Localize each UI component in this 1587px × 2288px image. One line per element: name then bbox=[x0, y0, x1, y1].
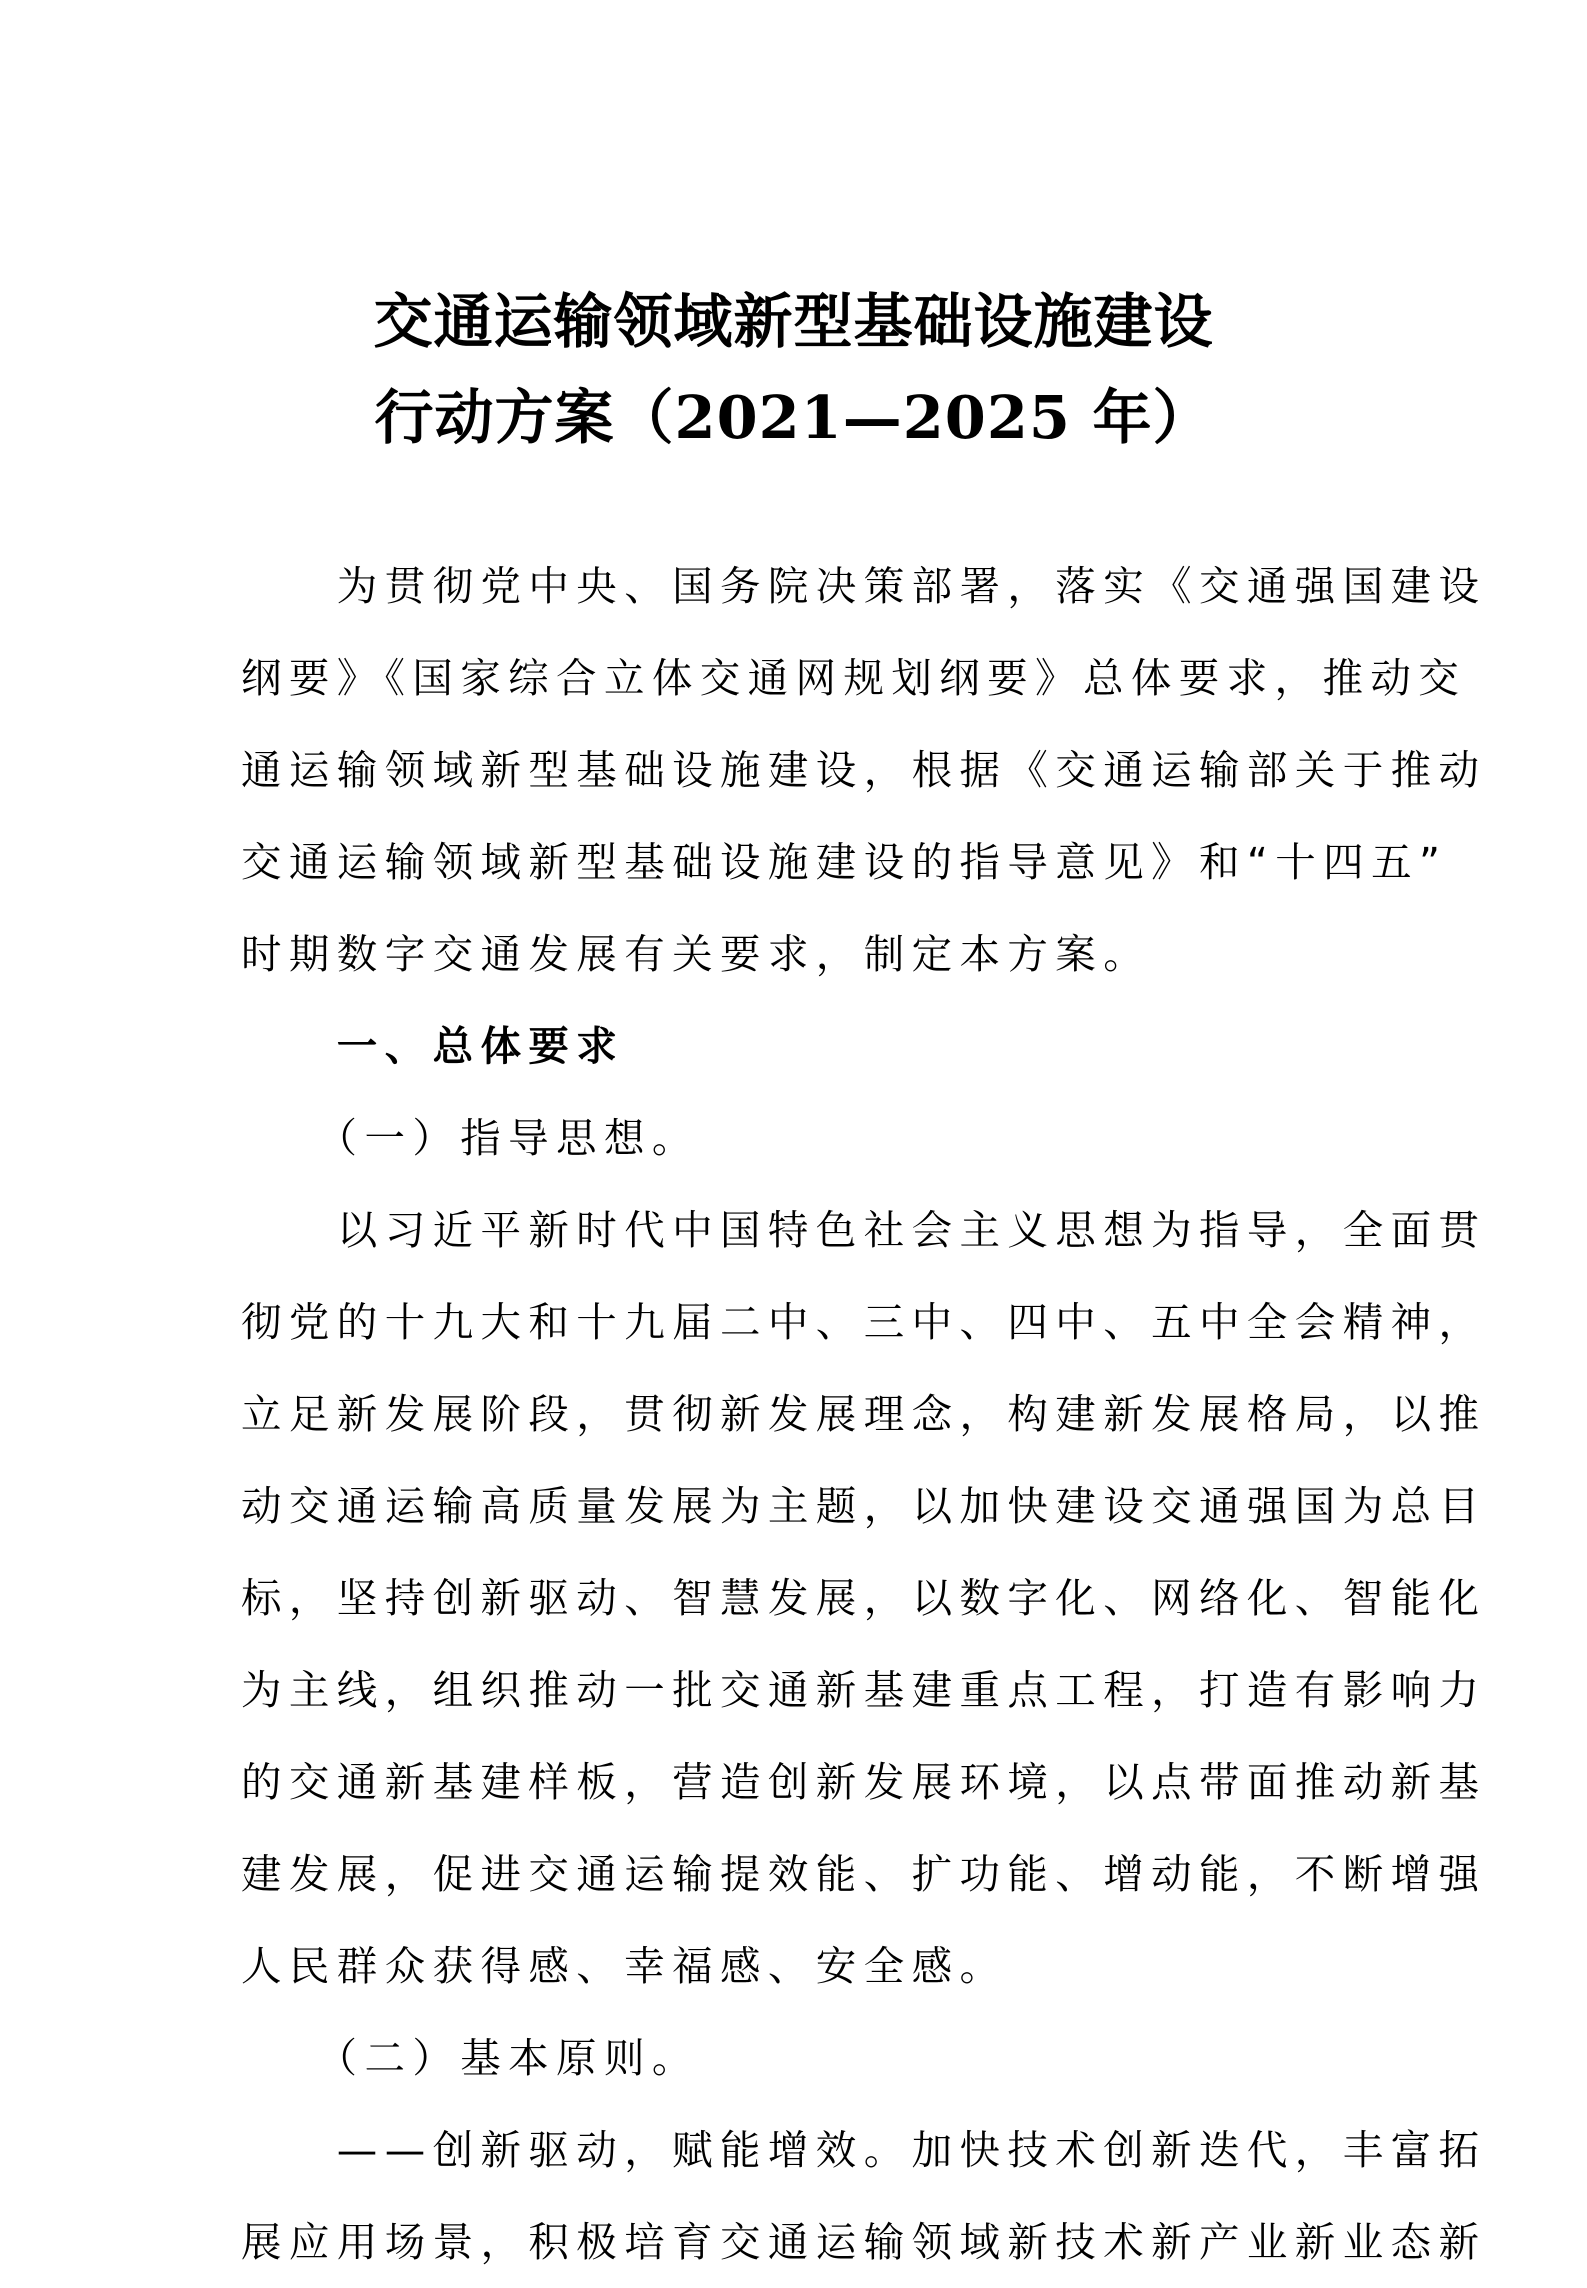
paragraph-line: 为贯彻党中央、国务院决策部署，落实《交通强国建设 bbox=[241, 562, 1487, 610]
paragraph-line: 动交通运输高质量发展为主题，以加快建设交通强国为总目 bbox=[241, 1482, 1487, 1530]
paragraph-line: 建发展，促进交通运输提效能、扩功能、增动能，不断增强 bbox=[241, 1850, 1487, 1898]
document-title-line1: 交通运输领域新型基础设施建设 bbox=[373, 287, 1214, 356]
subsection-heading: （一）指导思想。 bbox=[241, 1114, 700, 1162]
paragraph-line: 纲要》《国家综合立体交通网规划纲要》总体要求，推动交 bbox=[241, 654, 1467, 702]
paragraph-line: 标，坚持创新驱动、智慧发展，以数字化、网络化、智能化 bbox=[241, 1574, 1487, 1622]
paragraph-line: ——创新驱动，赋能增效。加快技术创新迭代，丰富拓 bbox=[241, 2126, 1487, 2174]
paragraph-line: 通运输领域新型基础设施建设，根据《交通运输部关于推动 bbox=[241, 746, 1487, 794]
paragraph-line: 展应用场景，积极培育交通运输领域新技术新产业新业态新 bbox=[241, 2218, 1487, 2266]
paragraph-line: 立足新发展阶段，贯彻新发展理念，构建新发展格局，以推 bbox=[241, 1390, 1487, 1438]
document-body bbox=[241, 540, 1487, 2288]
paragraph-line: 的交通新基建样板，营造创新发展环境，以点带面推动新基 bbox=[241, 1758, 1487, 1806]
paragraph-line: 人民群众获得感、幸福感、安全感。 bbox=[241, 1942, 1008, 1990]
subsection-heading: （二）基本原则。 bbox=[241, 2034, 700, 2082]
paragraph-line: 时期数字交通发展有关要求，制定本方案。 bbox=[241, 930, 1152, 978]
paragraph-line: 交通运输领域新型基础设施建设的指导意见》和“十四五” bbox=[241, 838, 1448, 886]
paragraph-line: 为主线，组织推动一批交通新基建重点工程，打造有影响力 bbox=[241, 1666, 1487, 1714]
paragraph-line: 彻党的十九大和十九届二中、三中、四中、五中全会精神， bbox=[241, 1298, 1487, 1346]
section-heading: 一、总体要求 bbox=[241, 1022, 625, 1070]
document-title-line2: 行动方案（2021—2025 年） bbox=[374, 383, 1213, 452]
paragraph-line: 以习近平新时代中国特色社会主义思想为指导，全面贯 bbox=[241, 1206, 1487, 1254]
